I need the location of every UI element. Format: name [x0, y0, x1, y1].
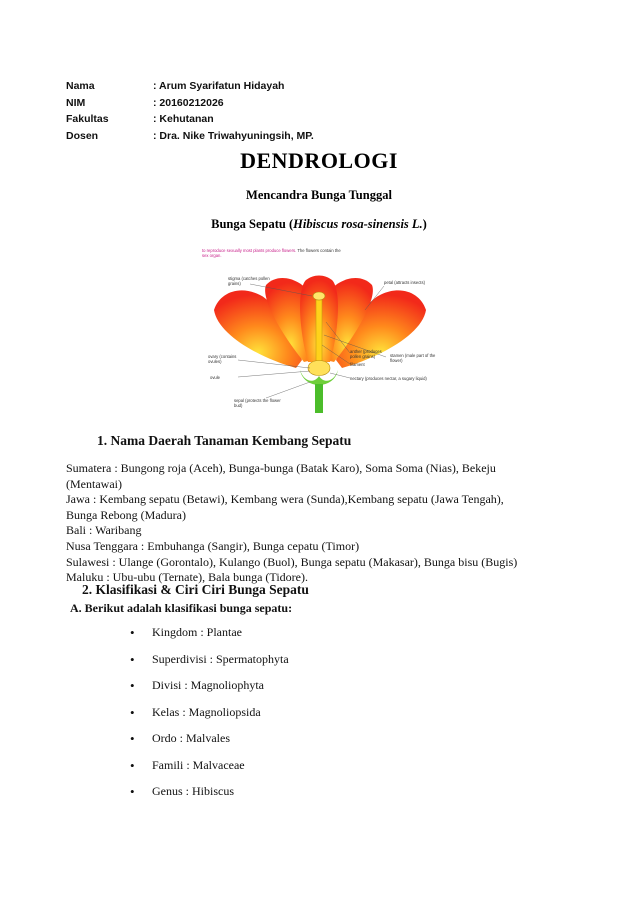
hibiscus-diagram: [200, 240, 438, 413]
flower-scientific-name: Hibiscus rosa-sinensis L.: [293, 217, 423, 231]
classification-subheading: A. Berikut adalah klasifikasi bunga sepatu:: [70, 601, 293, 615]
classification-list: [130, 625, 289, 811]
info-row-faculty: [66, 111, 314, 128]
regional-line: Sulawesi : Ulange (Gorontalo), Kulango (Buol), Bunga sepatu (Makasar), Bunga bisu (Bugis): [66, 554, 518, 569]
stigma-shape: [313, 292, 325, 300]
list-item: [130, 758, 289, 785]
flower-title: [0, 217, 638, 232]
label-petal: petal (attracts insects): [384, 280, 425, 285]
label-stigma: stigma (catches pollen grains): [228, 276, 270, 286]
bullet: •: [130, 678, 135, 693]
regional-line: (Mentawai): [66, 476, 122, 491]
list-item-text: Kelas : Magnoliopsida: [152, 704, 261, 719]
diagram-caption-rest: The flowers contain the: [296, 248, 341, 253]
list-item: [130, 652, 289, 679]
bullet: •: [130, 651, 135, 667]
regional-line: Jawa : Kembang sepatu (Betawi), Kembang wera (Sunda),Kembang sepatu (Jawa Tengah),: [66, 492, 504, 507]
list-item-text: Kingdom : Plantae: [152, 625, 242, 639]
bullet: •: [130, 784, 135, 799]
list-item: [130, 678, 289, 705]
regional-line: Bali : Waribang: [66, 523, 142, 538]
student-info: [66, 78, 314, 144]
ovary-shape: [308, 361, 330, 376]
diagram-caption-highlight: to reproduce sexually most plants produce flowers.: [202, 248, 297, 253]
list-item-text: Ordo : Malvales: [152, 731, 230, 745]
info-row-nim: [66, 95, 314, 112]
label-nectary: nectary (produces nectar, a sugary liquid): [350, 376, 427, 381]
bullet: •: [130, 704, 135, 720]
list-item-text: Famili : Malvaceae: [152, 757, 245, 772]
diagram-caption-end: sex organ.: [202, 253, 222, 258]
document-title: DENDROLOGI: [240, 148, 398, 173]
info-value: : 20160212026: [153, 96, 224, 109]
section2-heading: 2. Klasifikasi & Ciri Ciri Bunga Sepatu: [82, 582, 309, 597]
label-stamen: stamen (male part of the flower): [390, 353, 436, 363]
label-ovule: ovule: [210, 375, 221, 380]
regional-line: Sumatera : Bungong roja (Aceh), Bunga-bunga (Batak Karo), Soma Soma (Nias), Bekeju: [66, 461, 496, 475]
label-ovary: ovary (contains ovules): [208, 354, 237, 364]
info-label: Fakultas: [66, 113, 109, 125]
info-label: NIM: [66, 96, 86, 109]
flower-title-close: ): [422, 217, 427, 231]
info-value: : Kehutanan: [153, 113, 214, 125]
list-item-text: Genus : Hibiscus: [152, 784, 234, 798]
regional-names: [66, 461, 576, 586]
label-sepal: sepal (protects the flower bud): [234, 398, 281, 408]
list-item: [130, 705, 289, 732]
section1-heading: 1. Nama Daerah Tanaman Kembang Sepatu: [97, 433, 352, 448]
list-item: [130, 625, 289, 652]
regional-line: Maluku : Ubu-ubu (Ternate), Bala bunga (Tidore).: [66, 570, 308, 585]
list-item-text: Superdivisi : Spermatophyta: [152, 651, 289, 666]
info-row-name: [66, 78, 314, 95]
stamen-column: [316, 300, 322, 362]
info-row-lecturer: [66, 128, 314, 145]
regional-line: Bunga Rebong (Madura): [66, 507, 186, 522]
bullet: •: [130, 625, 135, 640]
label-filament: filament: [350, 362, 365, 367]
list-item: [130, 731, 289, 758]
flower-name: Bunga Sepatu (: [211, 217, 294, 231]
label-anther: anther (produces pollen grains): [350, 349, 382, 359]
document-subtitle: Mencandra Bunga Tunggal: [246, 188, 392, 202]
bullet: •: [130, 757, 135, 773]
stem-shape: [315, 384, 323, 413]
regional-line: Nusa Tenggara : Embuhanga (Sangir), Bunga cepatu (Timor): [66, 538, 360, 553]
info-label: Nama: [66, 80, 95, 92]
list-item-text: Divisi : Magnoliophyta: [152, 678, 264, 692]
list-item: [130, 784, 289, 811]
info-value: : Dra. Nike Triwahyuningsih, MP.: [153, 129, 314, 142]
info-value: : Arum Syarifatun Hidayah: [153, 80, 285, 92]
info-label: Dosen: [66, 129, 99, 142]
bullet: •: [130, 731, 135, 746]
flower-illustration: [200, 240, 438, 413]
